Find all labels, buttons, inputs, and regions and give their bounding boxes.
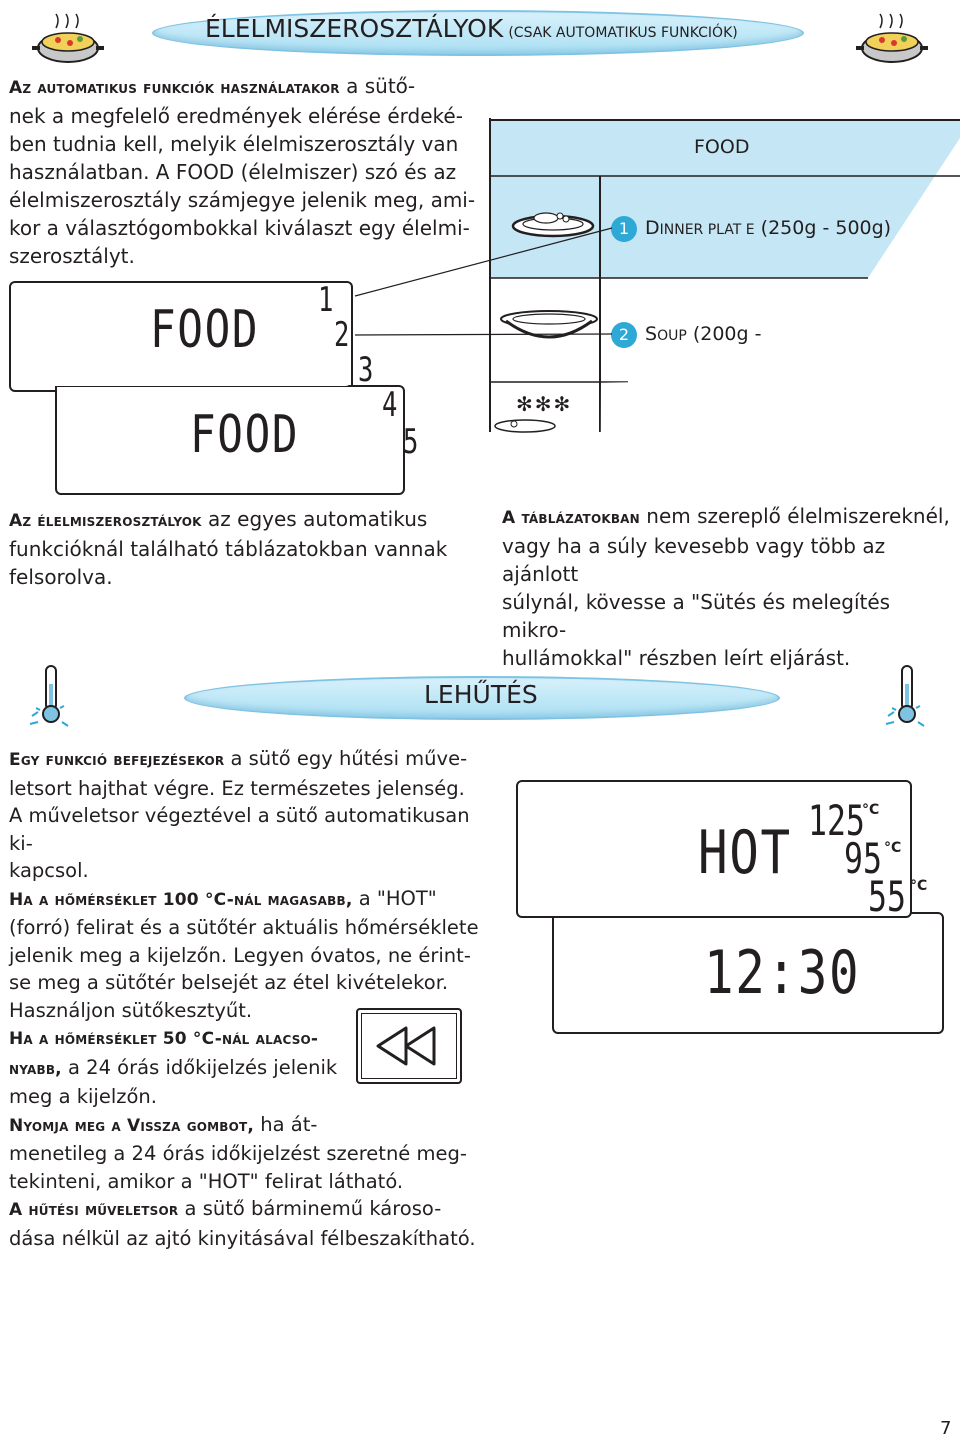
food-table-fade-bottom [488,432,688,452]
food-table-header: FOOD [694,136,750,158]
intro-line: ben tudnia kell, melyik élelmiszerosztály van [9,132,459,156]
food-lcd-digit: 3 [358,350,374,390]
cooling-p1-lead: Egy funkció befejezésekor [9,750,225,770]
frozen-food-icon [490,414,560,434]
rewind-icon [358,1010,460,1082]
intro-line: kor a választógombokkal kiválaszt egy élelmi- [9,216,470,240]
food-class-number: 2 [611,322,637,348]
hot-lcd-temp: 125 [808,796,865,845]
intro-line: élelmiszerosztály számjegye jelenik meg, ami- [9,188,476,212]
frozen-snowflake-icon: ✻✻✻ [516,392,573,416]
food-lcd-digit: 5 [403,422,419,462]
food-class-name: SOUP (200g - [645,323,762,345]
thermometer-icon [26,662,70,730]
thermometer-icon [882,662,926,730]
intro-line: nek a megfelelő eredmények elérése érdeké- [9,104,463,128]
back-button[interactable] [356,1008,462,1084]
hot-lcd-temp: 95 [844,834,882,883]
connector-lines [350,210,620,340]
hot-lcd-temp: 55 [868,872,906,921]
hot-lcd-word: HOT [698,818,792,888]
intro-text: a sütő- [339,74,416,98]
intro-line: szerosztályt. [9,244,135,268]
cooling-p4-lead: Nyomja meg a Vissza gombot, [9,1115,255,1136]
hot-lcd-temp-unit: °C [862,802,880,818]
intro-lead: Az automatikus funkciók használatakor [9,78,340,98]
top-banner-title-wrap [205,14,738,43]
top-banner-title: ÉLELMISZEROSZTÁLYOK [205,14,504,43]
food-lcd-digit: 4 [382,385,398,425]
cooking-pot-icon [28,6,108,68]
tables-note-lead: A táblázatokban [502,508,640,528]
cooling-p3-lead: Ha a hőmérséklet 50 °C-nál alacso- [9,1029,319,1049]
intro-line: használatban. A FOOD (élelmiszer) szó és az [9,160,457,184]
cooling-banner-title: LEHŰTÉS [424,680,538,709]
classes-note: Az élelmiszerosztályok az egyes automatikus funkcióknál található táblázatokban vannak felsorolva. [9,507,448,589]
hot-lcd-clock: 12:30 [704,938,861,1008]
tables-note: A táblázatokban nem szereplő élelmiszereknél, vagy ha a súly kevesebb vagy több az ajánlott súlynál, kövesse a "Sütés és melegítés mikro- hullámokkal" részben leírt eljárást. [502,504,950,670]
hot-lcd-temp-unit: °C [910,878,928,894]
page-number: 7 [940,1418,952,1439]
food-class-name: DINNER PLAT E (250g - 500g) [645,217,892,239]
cooling-p5-lead: A hűtési műveletsor [9,1200,179,1220]
food-lcd-word: FOOD [190,405,300,465]
classes-note-lead: Az élelmiszerosztályok [9,511,202,531]
hot-lcd-temp-unit: °C [884,840,902,856]
top-banner-subtitle: (CSAK AUTOMATIKUS FUNKCIÓK) [508,25,738,41]
cooling-p2-lead: Ha a hőmérséklet 100 °C-nál magasabb, [9,889,353,910]
food-class-number: 1 [611,216,637,242]
food-lcd-digit: 2 [334,315,350,355]
food-lcd-word: FOOD [150,300,260,360]
food-lcd-digit: 1 [318,280,334,320]
cooling-text: Egy funkció befejezésekor a sütő egy hűtési műve- letsort hajthat végre. Ez természetes jelenség. A műveletsor végeztével a sütő automatikusan ki- kapcsol. Ha a hőmérséklet 100 °C-nál magasabb, a "HOT" (forró) felirat és a sütőtér aktuális hőmérséklete jelenik meg a kijelzőn. Legyen óvatos, ne érint- se meg a sütőtér belsejét az étel kivételekor. Használjon sütőkesztyűt. Ha a hőmérséklet 50 °C-nál alacso- nyabb, a 24 órás időkijelzés jelenik meg a kijelzőn. Nyomja meg a Vissza gombot, ha át- menetileg a 24 órás időkijelzést szeretné meg- tekinteni, amikor a "HOT" felirat látható. A hűtési műveletsor a sütő bárminemű károso- dása nélkül az ajtó kinyitásával félbeszakítható. [9,747,479,1250]
cooking-pot-icon [852,6,932,68]
